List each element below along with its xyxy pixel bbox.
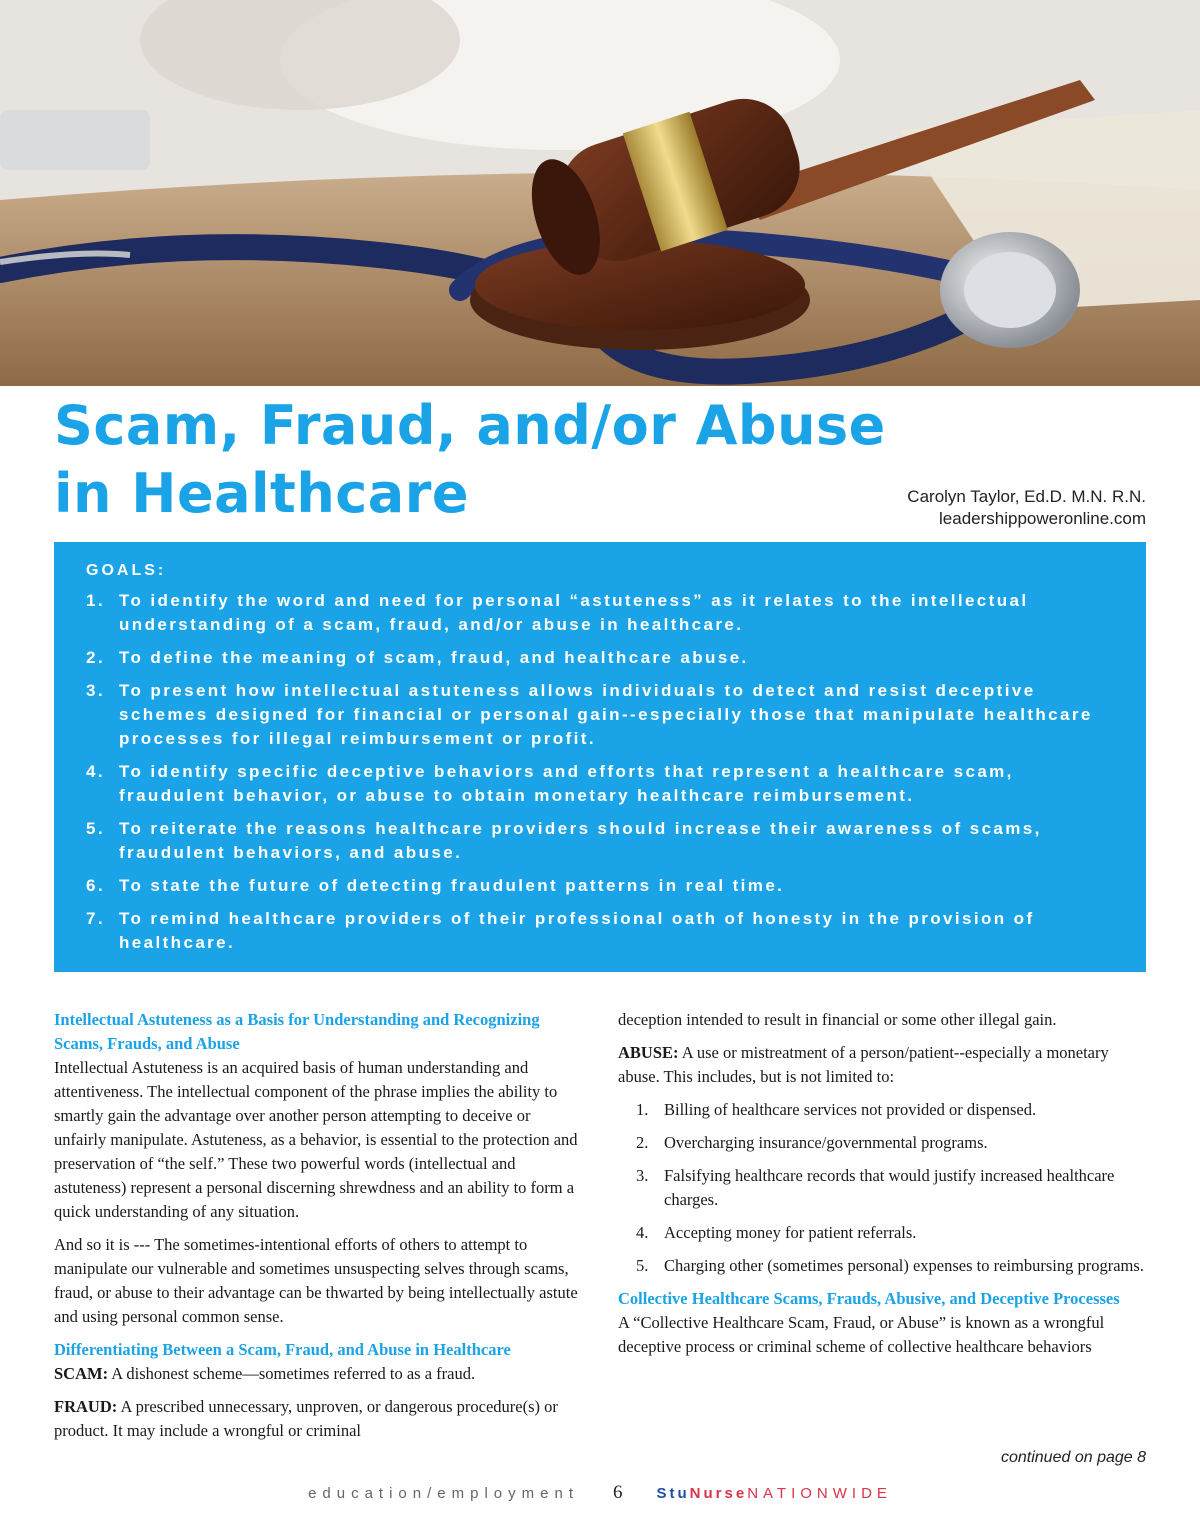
goal-text: To reiterate the reasons healthcare providers should increase their awareness of scams, fraudulent behaviors, and abuse.: [119, 819, 1042, 862]
page-title: [54, 392, 886, 528]
goal-item: [86, 589, 1114, 637]
list-number: 3.: [636, 1166, 649, 1185]
section-heading-differentiating: Differentiating Between a Scam, Fraud, and Abuse in Healthcare: [54, 1340, 511, 1359]
list-text: Billing of healthcare services not provided or dispensed.: [664, 1100, 1037, 1119]
title-line-1: Scam, Fraud, and/or Abuse: [54, 394, 886, 457]
goal-number: 6.: [86, 876, 105, 895]
goal-item: [86, 679, 1114, 751]
abuse-list: [618, 1098, 1146, 1278]
goal-item: [86, 874, 1114, 898]
goal-text: To identify the word and need for personal “astuteness” as it relates to the intellectual understanding of a scam, fraud, and/or abuse in healthcare.: [119, 591, 1029, 634]
continued-note: continued on page 8: [1000, 1449, 1146, 1466]
page-number: 6: [613, 1482, 623, 1503]
paragraph-collective: A “Collective Healthcare Scam, Fraud, or Abuse” is known as a wrongful deceptive process or criminal scheme of collective healthcare behaviors: [618, 1313, 1105, 1356]
left-column: [54, 1008, 582, 1452]
term-scam: SCAM:: [54, 1364, 109, 1383]
list-item: [636, 1221, 1146, 1245]
list-item: [636, 1254, 1146, 1278]
footer-section-label: education/employment: [308, 1485, 579, 1502]
page-footer: [0, 1482, 1200, 1504]
author-name: Carolyn Taylor, Ed.D. M.N. R.N.: [907, 487, 1146, 506]
goal-number: 5.: [86, 819, 105, 838]
brand-logo: [657, 1485, 892, 1502]
list-number: 5.: [636, 1256, 649, 1275]
goals-list: [86, 589, 1114, 955]
fraud-definition-continued: deception intended to result in financial or some other illegal gain.: [618, 1010, 1057, 1029]
term-abuse: ABUSE:: [618, 1043, 679, 1062]
brand-nationwide: NATIONWIDE: [747, 1485, 892, 1502]
goal-item: [86, 817, 1114, 865]
goal-item: [86, 760, 1114, 808]
scam-definition: A dishonest scheme—sometimes referred to as a fraud.: [108, 1364, 476, 1383]
author-website[interactable]: leadershippoweronline.com: [939, 509, 1146, 528]
paragraph-and-so-it-is: And so it is --- The sometimes-intentional efforts of others to attempt to manipulate our vulnerable and sometimes unsuspecting selves through scams, fraud, or abuse to their advantage can be thwarted by being intellectually astute and using personal common sense.: [54, 1235, 578, 1326]
list-item: [636, 1131, 1146, 1155]
list-text: Charging other (sometimes personal) expenses to reimbursing programs.: [664, 1256, 1144, 1275]
goals-heading: GOALS:: [86, 562, 167, 579]
list-text: Accepting money for patient referrals.: [664, 1223, 917, 1242]
list-text: Overcharging insurance/governmental programs.: [664, 1133, 988, 1152]
list-item: [636, 1164, 1146, 1212]
goal-text: To state the future of detecting fraudulent patterns in real time.: [119, 876, 785, 895]
brand-stu: Stu: [656, 1485, 690, 1502]
definition-abuse: [618, 1041, 1146, 1089]
byline: [907, 486, 1146, 530]
abuse-definition: A use or mistreatment of a person/patient--especially a monetary abuse. This includes, but is not limited to:: [618, 1043, 1109, 1086]
definition-fraud: [54, 1395, 582, 1443]
brand-nurse: Nurse: [689, 1485, 748, 1502]
goals-box: [54, 542, 1146, 972]
goal-text: To present how intellectual astuteness allows individuals to detect and resist deceptive schemes designed for financial or personal gain--especially those that manipulate healthcare processes for illegal reimbursement or profit.: [119, 681, 1093, 748]
goal-text: To define the meaning of scam, fraud, and healthcare abuse.: [119, 648, 749, 667]
hero-image: [0, 0, 1200, 386]
list-text: Falsifying healthcare records that would justify increased healthcare charges.: [664, 1166, 1115, 1209]
section-heading-collective: Collective Healthcare Scams, Frauds, Abusive, and Deceptive Processes: [618, 1289, 1120, 1308]
section-heading-astuteness: Intellectual Astuteness as a Basis for Understanding and Recognizing Scams, Frauds, and Abuse: [54, 1010, 540, 1053]
list-item: [636, 1098, 1146, 1122]
goal-item: [86, 646, 1114, 670]
paragraph-astuteness: Intellectual Astuteness is an acquired basis of human understanding and attentiveness. The intellectual component of the phrase implies the ability to smartly gain the advantage over another person attempting to deceive or unfairly manipulate. Astuteness, as a behavior, is essential to the protection and preservation of “the self.” These two powerful words (intellectual and astuteness) represent a personal discerning shrewdness and an ability to form a quick understanding of any situation.: [54, 1058, 578, 1221]
definition-scam: [54, 1362, 582, 1386]
list-number: 2.: [636, 1133, 649, 1152]
list-number: 1.: [636, 1100, 649, 1119]
term-fraud: FRAUD:: [54, 1397, 118, 1416]
goal-text: To remind healthcare providers of their professional oath of honesty in the provision of healthcare.: [119, 909, 1035, 952]
goal-text: To identify specific deceptive behaviors and efforts that represent a healthcare scam, fraudulent behavior, or abuse to obtain monetary healthcare reimbursement.: [119, 762, 1014, 805]
goal-number: 1.: [86, 591, 105, 610]
goal-number: 4.: [86, 762, 105, 781]
gavel-stethoscope-illustration: [0, 0, 1200, 386]
fraud-definition: A prescribed unnecessary, unproven, or dangerous procedure(s) or product. It may include a wrongful or criminal: [54, 1397, 558, 1440]
goal-item: [86, 907, 1114, 955]
goal-number: 2.: [86, 648, 105, 667]
list-number: 4.: [636, 1223, 649, 1242]
title-line-2: in Healthcare: [54, 462, 469, 525]
goal-number: 7.: [86, 909, 105, 928]
goal-number: 3.: [86, 681, 105, 700]
right-column: [618, 1008, 1146, 1368]
